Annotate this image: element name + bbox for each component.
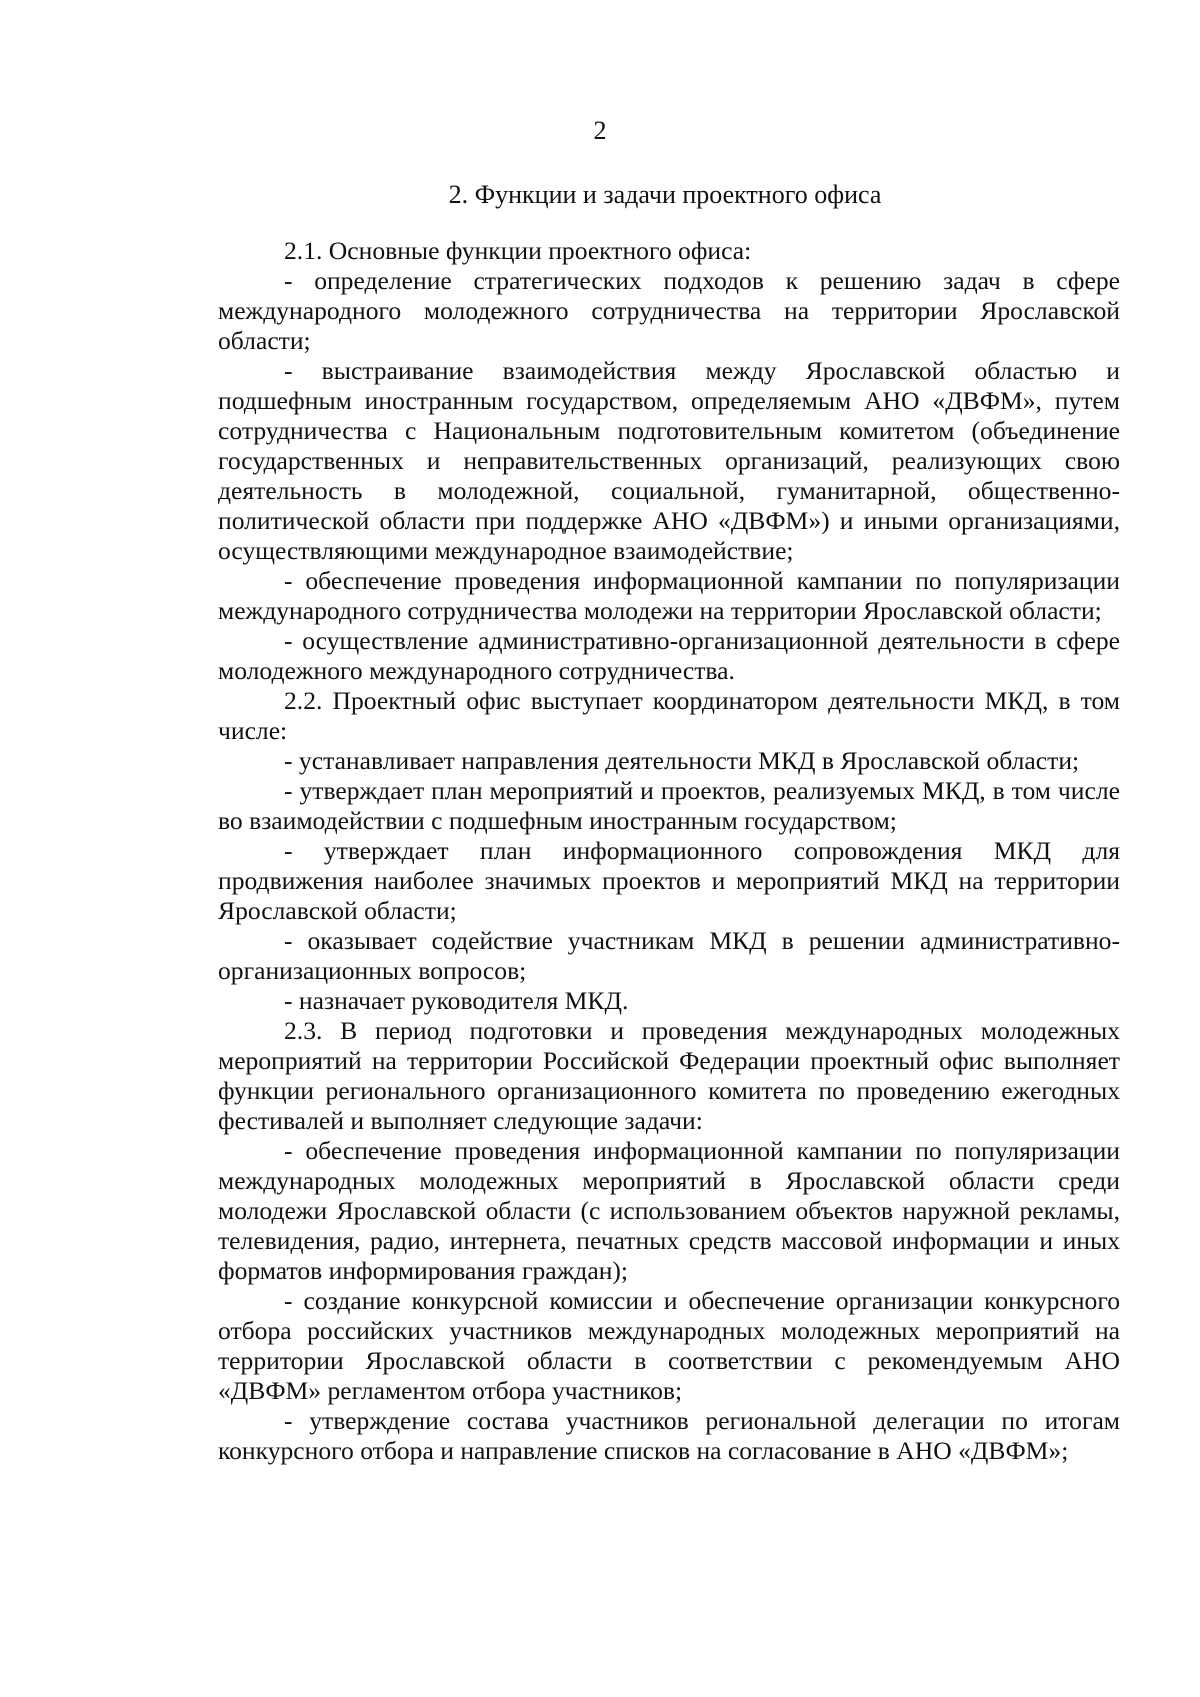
paragraph: - утверждение состава участников региональной делегации по итогам конкурсного отбора и направление списков на согласование в АНО «ДВФМ»; — [218, 1406, 1120, 1465]
paragraph: - определение стратегических подходов к решению задач в сфере международного молодежного сотрудничества на территории Ярославской области; — [218, 266, 1120, 355]
paragraph: 2.3. В период подготовки и проведения международных молодежных мероприятий на территории Российской Федерации проектный офис выполняет функции регионального организационного комитета по проведению ежегодных фестивалей и выполняет следующие задачи: — [218, 1016, 1120, 1135]
paragraph: 2.1. Основные функции проектного офиса: — [284, 236, 752, 265]
paragraph: - обеспечение проведения информационной кампании по популяризации международных молодежных мероприятий в Ярославской области среди молодежи Ярославской области (с использованием объектов наружной рекламы, телевидения, радио, интернета, печатных средств массовой информации и иных форматов информирования граждан); — [218, 1136, 1120, 1285]
paragraph: - утверждает план информационного сопровождения МКД для продвижения наиболее значимых проектов и мероприятий МКД на территории Ярославской области; — [218, 836, 1120, 925]
paragraph: - выстраивание взаимодействия между Ярославской областью и подшефным иностранным государством, определяемым АНО «ДВФМ», путем сотрудничества с Национальным подготовительным комитетом (объединение государственных и неправительственных организаций, реализующих свою деятельность в молодежной, социальной, гуманитарной, общественно-политической области при поддержке АНО «ДВФМ») и иными организациями, осуществляющими международное взаимодействие; — [218, 356, 1120, 565]
document-body — [218, 236, 1120, 1466]
paragraph: - создание конкурсной комиссии и обеспечение организации конкурсного отбора российских участников международных молодежных мероприятий на территории Ярославской области в соответствии с рекомендуемым АНО «ДВФМ» регламентом отбора участников; — [218, 1286, 1120, 1405]
paragraph: - осуществление административно-организационной деятельности в сфере молодежного международного сотрудничества. — [218, 626, 1120, 685]
paragraph: - оказывает содействие участникам МКД в решении административно-организационных вопросов; — [218, 926, 1120, 985]
paragraph: - утверждает план мероприятий и проектов, реализуемых МКД, в том числе во взаимодействии с подшефным иностранным государством; — [218, 776, 1120, 835]
paragraph: - назначает руководителя МКД. — [284, 986, 629, 1015]
paragraph: - обеспечение проведения информационной кампании по популяризации международного сотрудничества молодежи на территории Ярославской области; — [218, 566, 1120, 625]
section-title: 2. Функции и задачи проектного офиса — [448, 180, 882, 209]
paragraph: 2.2. Проектный офис выступает координатором деятельности МКД, в том числе: — [218, 686, 1120, 745]
paragraph: - устанавливает направления деятельности МКД в Ярославской области; — [284, 746, 1080, 775]
page-number: 2 — [593, 116, 607, 145]
